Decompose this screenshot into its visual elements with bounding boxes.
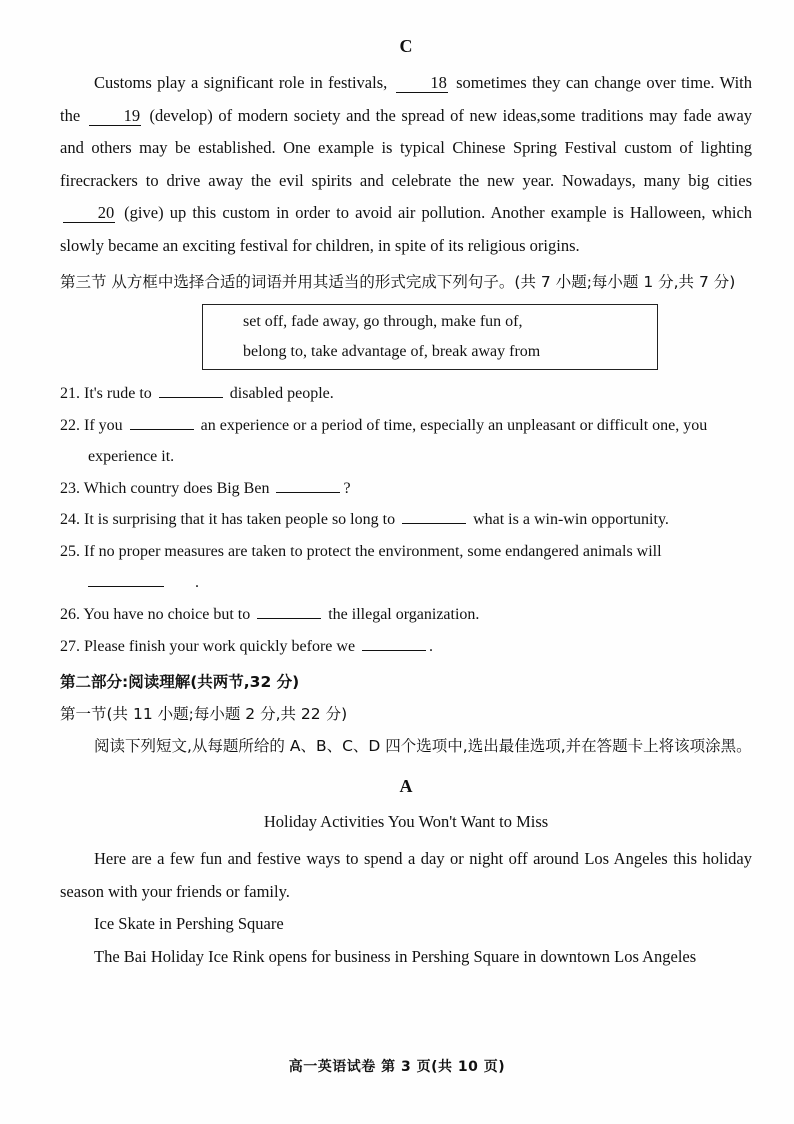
section-letter-c: C — [399, 36, 413, 56]
question-27 — [60, 631, 752, 663]
question-text: . — [195, 574, 199, 591]
question-22 — [60, 410, 752, 473]
passage-a-paragraph-1: Here are a few fun and festive ways to spend a day or night off around Los Angeles this holiday season with your friends or family. — [60, 849, 752, 901]
passage-a-title: Holiday Activities You Won't Want to Miss — [263, 812, 549, 831]
question-23 — [60, 473, 752, 505]
answer-blank-21[interactable] — [159, 381, 223, 398]
answer-blank-27[interactable] — [362, 634, 426, 651]
page-footer: 高一英语试卷 第 3 页(共 10 页) — [288, 1059, 506, 1075]
word-bank-line-1: set off, fade away, go through, make fun of, — [243, 313, 523, 330]
passage-text: (give) up this custom in order to avoid air pollution. Another example is Halloween, which slowly became an exciting festival for children, in spite of its religious origins. — [60, 203, 753, 255]
question-24 — [60, 504, 752, 536]
answer-blank-24[interactable] — [402, 507, 466, 524]
question-text: 23. Which country does Big Ben — [60, 479, 270, 497]
passage-text: sometimes they can change over time. With the — [60, 73, 753, 125]
word-bank-line-2: belong to, take advantage of, break away from — [243, 343, 541, 360]
question-text: 25. If no proper measures are taken to protect the environment, some endangered animals will — [60, 542, 662, 560]
question-text: 24. It is surprising that it has taken people so long to — [60, 511, 396, 528]
part-2-subheading: 第一节(共 11 小题;每小题 2 分,共 22 分) — [60, 705, 348, 723]
blank-18[interactable]: 18 — [396, 74, 448, 93]
question-26 — [60, 599, 752, 631]
answer-blank-22[interactable] — [130, 413, 194, 430]
blank-19[interactable]: 19 — [89, 107, 141, 126]
answer-blank-25[interactable] — [88, 570, 164, 587]
part-2-instruction: 阅读下列短文,从每题所给的 A、B、C、D 四个选项中,选出最佳选项,并在答题卡上将该项涂黑。 — [94, 737, 752, 755]
part-2-heading: 第二部分:阅读理解(共两节,32 分) — [60, 673, 300, 691]
question-21 — [60, 378, 752, 410]
question-text: what is a win-win opportunity. — [473, 511, 669, 528]
section-3-instruction: 第三节 从方框中选择合适的词语并用其适当的形式完成下列句子。(共 7 小题;每小题 1 分,共 7 分) — [60, 273, 736, 291]
blank-20[interactable]: 20 — [63, 204, 115, 223]
passage-text: (develop) of modern society and the spread of new ideas,some traditions may fade away and others may be established. One example is typical Chinese Spring Festival custom of lighting firecrackers to drive away the evil spirits and celebrate the new year. Nowadays, many big cities — [60, 105, 753, 190]
passage-text: Customs play a significant role in festivals, — [94, 73, 388, 92]
question-25-answer-line — [88, 567, 752, 599]
answer-blank-23[interactable] — [276, 476, 340, 493]
question-text: 21. It's rude to — [60, 385, 152, 402]
question-25 — [60, 536, 752, 568]
passage-c-paragraph — [60, 67, 752, 262]
question-text: 27. Please finish your work quickly before we — [60, 637, 356, 655]
passage-a-subheading: Ice Skate in Pershing Square — [94, 914, 284, 933]
word-bank-box — [202, 304, 658, 370]
question-text: an experience or a period of time, especially an unpleasant or difficult one, you experience it. — [88, 416, 708, 465]
question-text: 22. If you — [60, 416, 123, 434]
passage-letter-a: A — [399, 776, 413, 796]
passage-a-paragraph-2: The Bai Holiday Ice Rink opens for business in Pershing Square in downtown Los Angeles — [94, 946, 697, 966]
question-text: ? — [343, 479, 351, 497]
answer-blank-26[interactable] — [257, 602, 321, 619]
question-text: 26. You have no choice but to — [60, 606, 251, 623]
question-text: . — [429, 637, 434, 655]
question-text: the illegal organization. — [328, 606, 480, 623]
question-text: disabled people. — [229, 385, 334, 402]
